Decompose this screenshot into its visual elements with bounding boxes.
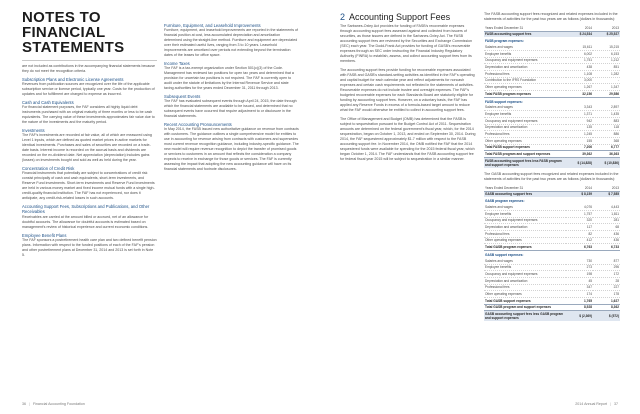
value-2013: $ (572)	[593, 311, 620, 321]
column-4	[484, 12, 620, 321]
intro-paragraph: are not included as contributions in the accompanying financial statements because they do not meet the recognition criteria.	[22, 64, 156, 73]
row-label: Years Ended December 31	[484, 185, 566, 191]
combined-total-row	[484, 151, 620, 158]
support-expense-row	[484, 284, 620, 291]
value-2013: 436	[593, 231, 620, 238]
support-expenses-title	[484, 251, 620, 258]
section-body: The FAF sponsors a postretirement health care plan and two defined benefit pension plans. Information with respect to the funded positions of each of the FAF's pension and other postretirement plans at December 31, 2014 and 2013 is set forth in Note 5.	[22, 237, 157, 257]
difference-row	[484, 158, 620, 168]
section-heading: Subsequent Events	[164, 94, 201, 100]
value-2013: 36,363	[593, 151, 620, 158]
value-2013: 886	[593, 131, 620, 138]
value-2014: 730	[566, 258, 593, 264]
program-expense-row	[484, 217, 620, 224]
value-2014: 412	[566, 237, 593, 244]
section-title: GASB program expenses:	[485, 199, 525, 204]
row-label: FASB accounting support fees less FASB program and support expenses	[484, 158, 566, 168]
page-number-left: 36	[22, 402, 26, 406]
value-2013: 118	[593, 124, 620, 131]
row-label: Other operating expenses	[484, 138, 566, 145]
row-label: Years Ended December 31	[484, 25, 566, 31]
note-paragraphs	[340, 24, 476, 162]
section-heading: Cash and Cash Equivalents	[22, 100, 74, 106]
value-2014: 1,751	[566, 57, 593, 64]
row-label: Employee benefits	[484, 51, 566, 58]
value-2014: 4,076	[566, 204, 593, 210]
program-expense-row	[484, 231, 620, 238]
section-title: GASB support expenses:	[485, 253, 524, 258]
support-total-row	[484, 144, 620, 151]
row-label: Occupancy and equipment expenses	[484, 271, 566, 278]
support-expense-row	[484, 291, 620, 298]
section-heading: Employee Benefit Plans	[22, 232, 67, 238]
section-heading: Concentration of Credit Risk	[22, 166, 75, 172]
row-label: Salaries and wages	[484, 105, 566, 111]
footer-org: Financial Accounting Foundation	[32, 402, 85, 406]
value-2013: 296	[593, 264, 620, 271]
value-2013: 227	[593, 284, 620, 291]
section-title: FASB support expenses:	[485, 99, 523, 104]
value-2014: 6,002	[566, 51, 593, 58]
value-2014: $ 24,534	[566, 31, 593, 37]
page-number-right: 37	[614, 402, 618, 406]
value-2014: 155	[566, 138, 593, 145]
section-heading: Income Taxes	[164, 61, 190, 67]
value-2013: 28	[593, 278, 620, 285]
value-2013: 1,627	[593, 298, 620, 305]
footer-left: 36 | Financial Accounting Foundation	[22, 402, 85, 406]
value-2013: -	[593, 77, 620, 84]
row-label: Total GASB program expenses	[484, 244, 566, 251]
support-expense-row	[484, 111, 620, 118]
value-2013: 1,212	[593, 57, 620, 64]
value-2013: 368	[593, 138, 620, 145]
row-label: Total FASB program expenses	[484, 91, 566, 98]
row-label: Total FASB program and support expenses	[484, 151, 566, 158]
value-2013: 883	[593, 118, 620, 125]
section-heading: Accounting Support Fees, Subscriptions and Publications, and Other Receivables	[22, 204, 150, 215]
note-heading	[340, 12, 476, 22]
program-expenses-title	[484, 37, 620, 44]
title-rule	[22, 60, 157, 61]
difference-row	[484, 311, 620, 321]
value-2014: 2014	[566, 25, 593, 31]
support-total-row	[484, 298, 620, 305]
value-2014: 1,371	[566, 111, 593, 118]
support-expense-row	[484, 138, 620, 145]
section-body: Furniture, equipment, and leasehold improvements are reported in the statements of financial position at cost, less accumulated depreciation and amortization determined using the straight-line method. Furniture and equipment are depreciated over their estimated useful lives, ranging from 3 to 10 years. Leasehold improvements are amortized over periods not extending beyond the termination dates of the leases for office space.	[164, 28, 299, 58]
row-label: GASB accounting support fees	[484, 191, 566, 197]
value-2013: $ (10,836)	[593, 158, 620, 168]
row-label: Depreciation and amortization	[484, 278, 566, 285]
section-body: In May 2014, the FASB issued new authoritative guidance on revenue from contracts with customers. The guidance outlines a single comprehensive model for entities to use in accounting for revenue arising from contracts with customers and supersedes most current revenue recognition guidance, including industry-specific guidance. The new model will require revenue recognition to depict the transfer of promised goods or services to customers in an amount that reflects the consideration a company expects to receive in exchange for those goods or services. The FAF is currently assessing the impact that adopting the new accounting guidance will have on its financial statements and footnote disclosures.	[164, 127, 299, 172]
value-2014: 320	[566, 217, 593, 224]
section-body: Receivables are carried at the amount billed or accrued, net of an allowance for doubtful accounts. The allowance for doubtful accounts is estimated based on management's review of historical experience and current economic conditions.	[22, 214, 149, 229]
row-label: Professional fees	[484, 71, 566, 78]
value-2014: 15,611	[566, 44, 593, 50]
value-2014: 1,245	[566, 131, 593, 138]
gasb-fees-table	[484, 185, 620, 321]
row-label: Depreciation and amortization	[484, 64, 566, 71]
column-2	[164, 20, 299, 172]
row-label: Professional fees	[484, 231, 566, 238]
section-heading: Subscription Plans and Electronic License Agreements	[22, 77, 124, 82]
row-label: Professional fees	[484, 284, 566, 291]
value-2013: 8,362	[593, 304, 620, 311]
value-2014: 117	[566, 224, 593, 231]
fasb-intro: The FASB accounting support fees recognized and related expenses included in the statements of activities for the past two years are as follows (dollars in thousands):	[484, 12, 618, 21]
value-2013: 6,777	[593, 144, 620, 151]
program-expense-row	[484, 224, 620, 231]
value-2014: 2014	[566, 185, 593, 191]
program-expense-row	[484, 211, 620, 218]
column-2-sections	[164, 23, 299, 172]
value-2014: 32,156	[566, 91, 593, 98]
program-expense-row	[484, 77, 620, 84]
value-2013: 2,897	[593, 105, 620, 111]
value-2013: 178	[593, 291, 620, 298]
support-expense-row	[484, 118, 620, 125]
value-2013: 1,435	[593, 111, 620, 118]
note-number: 2	[340, 12, 346, 22]
note-paragraph: The Office of Management and Budget (OMB) has determined that the FASB is subject to sequestration pursuant to the Budget Control Act of 2011. Sequestration amounts are determined on the federal government's fiscal year, which, for the 2014 sequestration, began on October 1, 2013, and ended on September 30, 2014. During 2014, the FAF sequestered approximately $1.7 million with respect to the FASB accounting support fee. In November 2014, the OMB notified the FAF that the 2014 sequestered funds were available for spending for the 2015 federal fiscal year, which began October 1, 2014. The FAF understands that the FASB accounting support fee for federal fiscal year 2015 will be subject to sequestration in a similar manner.	[340, 117, 476, 161]
note-title: Accounting Support Fees	[349, 12, 451, 22]
row-label: Contribution to the IFRS Foundation	[484, 77, 566, 84]
value-2013: 4,443	[593, 204, 620, 210]
section-title: FASB program expenses:	[485, 39, 524, 44]
row-label: Total GASB program and support expenses	[484, 304, 566, 311]
value-2014: $ (14,828)	[566, 158, 593, 168]
gasb-intro: The GASB accounting support fees recognized and related expenses included in the statements of activities for the past two years are as follows (dollars in thousands):	[484, 172, 619, 182]
support-expense-row	[484, 264, 620, 271]
value-2013: 172	[593, 271, 620, 278]
value-2014: 3,000	[566, 77, 593, 84]
value-2013: 281	[593, 217, 620, 224]
value-2014: 6,763	[566, 244, 593, 251]
fasb-fees-table	[484, 25, 620, 168]
value-2014: 438	[566, 64, 593, 71]
row-label: Occupancy and equipment expenses	[484, 118, 566, 125]
value-2013: 851	[593, 64, 620, 71]
value-2013: 6,153	[593, 51, 620, 58]
section-heading: Furniture, Equipment, and Leasehold Improvements	[164, 23, 261, 28]
section-body: For financial statement purposes, the FAF considers all highly liquid debt instruments purchased with an original maturity of three months or less to be cash equivalents. The carrying value of these investments approximates fair value due to the nature of the investments and the maturity period.	[22, 105, 155, 125]
support-expense-row	[484, 271, 620, 278]
value-2013: 15,215	[593, 44, 620, 50]
row-label: Other operating expenses	[484, 84, 566, 91]
value-2014: 174	[566, 291, 593, 298]
program-total-row	[484, 244, 620, 251]
value-2014: 347	[566, 284, 593, 291]
value-2014: 1,267	[566, 84, 593, 91]
support-expense-row	[484, 131, 620, 138]
value-2013: 68	[593, 224, 620, 231]
section-body: Revenues from publication sources are recognized over the life of the applicable subscription service or license period, typically one year. Costs for the production of updates and for fulfillment are charged to expense as incurred.	[22, 82, 155, 97]
row-label: Other operating expenses	[484, 291, 566, 298]
row-label: Depreciation and amortization	[484, 124, 566, 131]
value-2014: $ (2,369)	[566, 311, 593, 321]
value-2013: 1,811	[593, 211, 620, 218]
program-expense-row	[484, 84, 620, 91]
footer-report: 2014 Annual Report	[575, 402, 608, 406]
section-body: The FAF is a tax-exempt organization under Section 501(c)(3) of the Code. Management has reviewed tax positions for open tax years and determined that a provision for uncertain tax positions is not required. The FAF is currently open to audit under the statute of limitations by the Internal Revenue Service and state taxing authorities for the years ended December 31, 2011 through 2013.	[164, 66, 294, 91]
section-body: The FAF has evaluated subsequent events through April 24, 2015, the date through which the financial statements are available to be issued, and determined that no subsequent events have occurred that require adjustment to or disclosure in the financial statements.	[164, 99, 297, 119]
row-label: Employee benefits	[484, 211, 566, 218]
support-expense-row	[484, 124, 620, 131]
row-label: Occupancy and equipment expenses	[484, 57, 566, 64]
value-2014: 3,343	[566, 105, 593, 111]
row-label: Occupancy and equipment expenses	[484, 217, 566, 224]
value-2013: 6,733	[593, 244, 620, 251]
value-2014: 8,528	[566, 304, 593, 311]
value-2014: 135	[566, 124, 593, 131]
row-label: Salaries and wages	[484, 204, 566, 210]
value-2013: $ 25,527	[593, 31, 620, 37]
value-2014: 1,765	[566, 298, 593, 305]
value-2013: 2013	[593, 185, 620, 191]
value-2014: 198	[566, 271, 593, 278]
combined-total-row	[484, 304, 620, 311]
page-title: NOTES TO FINANCIAL STATEMENTS	[22, 9, 125, 56]
value-2014: 1,108	[566, 71, 593, 78]
support-expenses-title	[484, 97, 620, 104]
value-2014: $ 8,159	[566, 191, 593, 197]
program-expense-row	[484, 51, 620, 58]
row-label: Employee benefits	[484, 111, 566, 118]
row-label: Total FASB support expenses	[484, 144, 566, 151]
value-2013: 2013	[593, 25, 620, 31]
note-paragraph: The Sarbanes-Oxley Act provides for funding of FASB's recoverable expenses through accounting support fees assessed against and collected from issuers of securities, as those issuers are defined in the Sarbanes-Oxley Act. The FASB accounting support fees are reviewed by the Securities and Exchange Commission (SEC) each year. The Dodd-Frank Act provides for funding of GASB's recoverable expenses through an SEC order instructing the Financial Industry Regulatory Authority (FINRA) to establish, assess, and collect accounting support fees from its members.	[340, 24, 473, 63]
row-label: GASB accounting support fees less GASB program and support expenses	[484, 311, 566, 321]
section-heading: Recent Accounting Pronouncements	[164, 122, 232, 128]
footer-right: 2014 Annual Report | 37	[575, 402, 618, 406]
program-expense-row	[484, 57, 620, 64]
column-3	[340, 12, 476, 162]
value-2014: 273	[566, 264, 593, 271]
row-label: Depreciation and amortization	[484, 224, 566, 231]
value-2013: 877	[593, 258, 620, 264]
section-heading: Investments	[22, 128, 45, 134]
program-expense-row	[484, 237, 620, 244]
value-2014: 45	[566, 278, 593, 285]
support-expense-row	[484, 278, 620, 285]
value-2013: 1,282	[593, 71, 620, 78]
row-label: Employee benefits	[484, 264, 566, 271]
program-total-row	[484, 91, 620, 98]
value-2013: $ 7,585	[593, 191, 620, 197]
row-label: Other operating expenses	[484, 237, 566, 244]
section-body: Financial instruments that potentially are subject to concentrations of credit risk consist principally of cash and cash equivalents, short-term investments, and Reserve Fund investments. Short-term investments and Reserve Fund investments are held in various money market and fixed income mutual funds with a single high-credit-quality financial institution. The FAF has not experienced, nor does it anticipate, any credit-risk-related losses in such accounts.	[22, 171, 155, 201]
program-expense-row	[484, 71, 620, 78]
value-2014: 1,757	[566, 211, 593, 218]
column-1-sections	[22, 77, 157, 258]
row-label: Professional fees	[484, 131, 566, 138]
value-2014: 7,206	[566, 144, 593, 151]
row-label: Salaries and wages	[484, 44, 566, 50]
value-2013: 29,586	[593, 91, 620, 98]
value-2013: 436	[593, 237, 620, 244]
section-body: The FAF's investments are recorded at fair value, all of which are measured using Level 1 inputs, which are defined as quoted market prices in active markets for identical investments. Purchases and sales of securities are recorded on a trade-date basis. Interest income is recorded on the accrual basis and dividends are recorded on the ex-dividend date. Net appreciation (depreciation) includes gains (losses) on investments bought and sold as well as held during the year.	[22, 133, 152, 163]
note-paragraph: The accounting support fees provide funding for recoverable expenses associated with FASB and GASB's standard-setting activities as identified in the FAF's operating and capital budget for each calendar year and reflect adjustments for noncash expenses and certain cash requirements not reflected in the statements of activities. Recoverable expenses do not include trustee and oversight expenses. The FAF's budgeted recoverable expenses for each Standards Board are statutorily eligible for funding by accounting support fees. However, on a voluntary basis, the FAF has applied any Reserve Funds in excess of a formula-based target amount to reduce what the FAF would otherwise be entitled to collect in accounting support fees.	[340, 68, 475, 112]
row-label: FASB accounting support fees	[484, 31, 566, 37]
program-expenses-title	[484, 197, 620, 204]
value-2014: 39,362	[566, 151, 593, 158]
value-2014: 82	[566, 231, 593, 238]
program-expense-row	[484, 64, 620, 71]
row-label: Salaries and wages	[484, 258, 566, 264]
value-2013: 1,347	[593, 84, 620, 91]
column-1	[22, 10, 157, 258]
value-2014: 942	[566, 118, 593, 125]
row-label: Total GASB support expenses	[484, 298, 566, 305]
